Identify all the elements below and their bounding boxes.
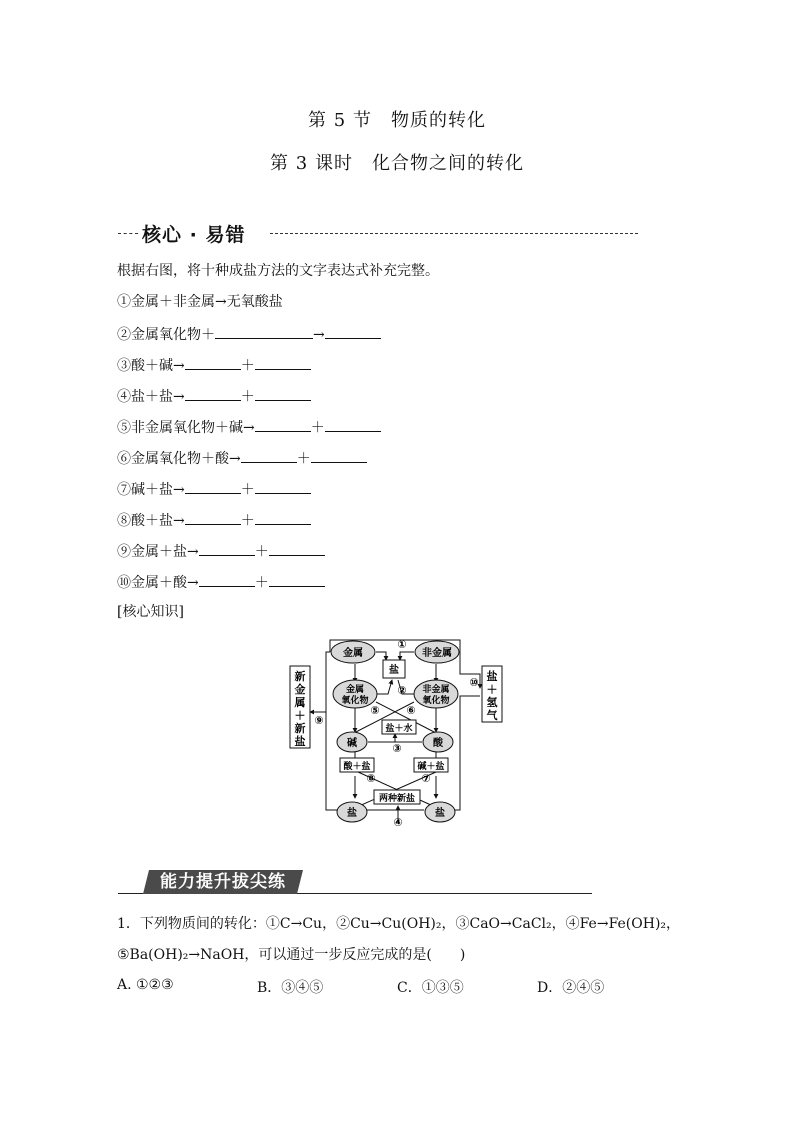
item-6-mid: ＋ [296, 451, 311, 467]
item-9-mid: ＋ [254, 544, 269, 560]
item-3-blank-2[interactable] [255, 355, 311, 370]
item-8-mid: ＋ [240, 513, 255, 529]
item-5-mid: ＋ [310, 420, 325, 436]
item-10-blank-1[interactable] [199, 572, 255, 587]
item-1: ①金属＋非金属→无氧酸盐 [117, 294, 283, 310]
item-7-blank-2[interactable] [255, 479, 311, 494]
item-6 [117, 448, 367, 468]
num-9: ⑨ [314, 714, 324, 727]
item-10-prefix: ⑩金属＋酸→ [117, 575, 199, 591]
item-7 [117, 479, 311, 499]
item-10-mid: ＋ [254, 575, 269, 591]
item-5-prefix: ⑤非金属氧化物＋碱→ [117, 420, 255, 436]
item-8-prefix: ⑧酸＋盐→ [117, 513, 185, 529]
metal-oxide-label-1: 金属 [345, 685, 365, 695]
num-6: ⑥ [406, 704, 416, 717]
item-3-prefix: ③酸＋碱→ [117, 358, 185, 374]
item-2-mid: → [313, 327, 325, 343]
item-3-blank-1[interactable] [185, 355, 241, 370]
practice-section-header [118, 870, 592, 896]
option-b[interactable]: B．③④⑤ [257, 980, 324, 996]
two-salts-label: 两种新盐 [378, 794, 416, 804]
right-box-1: 盐 [486, 670, 498, 683]
item-4-prefix: ④盐＋盐→ [117, 389, 185, 405]
num-2: ② [397, 684, 407, 697]
item-2 [117, 324, 381, 344]
base-salt-label: 碱＋盐 [417, 762, 445, 772]
left-box-1: 新 [294, 670, 306, 683]
left-box-2: 金 [294, 683, 306, 696]
core-intro: 根据右图，将十种成盐方法的文字表达式补充完整。 [117, 263, 439, 279]
option-a[interactable]: A. ①②③ [117, 977, 174, 993]
practice-heading: 能力提升拔尖练 [160, 872, 286, 892]
item-2-blank-2[interactable] [325, 324, 381, 339]
nonmetal-oxide-label-2: 氧化物 [422, 696, 450, 706]
base-label: 碱 [347, 738, 357, 749]
core-heading: 核心 · 易错 [142, 224, 246, 246]
num-5: ⑤ [370, 704, 380, 717]
dashed-rule-left [118, 233, 138, 234]
salt-water-label: 盐＋水 [385, 724, 413, 734]
metal-oxide-label-2: 氧化物 [341, 696, 369, 706]
acid-label: 酸 [433, 738, 443, 749]
dashed-rule-right [270, 233, 638, 234]
num-3: ③ [392, 742, 402, 755]
item-5 [117, 417, 381, 437]
item-8 [117, 510, 311, 530]
item-5-blank-1[interactable] [255, 417, 311, 432]
item-4 [117, 386, 311, 406]
item-2-prefix: ②金属氧化物＋ [117, 327, 215, 343]
nonmetal-label: 非金属 [422, 648, 452, 659]
item-9 [117, 541, 325, 561]
core-knowledge-label: [核心知识] [117, 604, 184, 620]
item-9-prefix: ⑨金属＋盐→ [117, 544, 199, 560]
num-4: ④ [393, 816, 403, 828]
salt-left-label: 盐 [347, 808, 357, 819]
nonmetal-oxide-label-1: 非金属 [422, 685, 450, 695]
left-box-4: ＋ [294, 709, 306, 722]
num-10: ⑩ [469, 676, 479, 689]
num-7: ⑦ [421, 772, 431, 785]
option-c[interactable]: C．①③⑤ [397, 980, 464, 996]
item-6-blank-2[interactable] [311, 448, 367, 463]
box-salt-hydrogen [482, 666, 502, 722]
question-1-line-2: ⑤Ba(OH)₂→NaOH，可以通过一步反应完成的是( ) [117, 947, 466, 963]
right-box-2: ＋ [486, 683, 498, 696]
left-box-5: 新 [294, 722, 306, 735]
box-new-metal-salt [290, 666, 310, 748]
conversion-diagram [286, 632, 508, 828]
item-7-blank-1[interactable] [185, 479, 241, 494]
left-box-6: 盐 [294, 735, 306, 748]
item-8-blank-1[interactable] [185, 510, 241, 525]
item-7-mid: ＋ [240, 482, 255, 498]
item-4-mid: ＋ [240, 389, 255, 405]
item-7-prefix: ⑦碱＋盐→ [117, 482, 185, 498]
right-box-3: 氢 [486, 696, 498, 709]
salt-right-label: 盐 [435, 808, 445, 819]
item-9-blank-1[interactable] [199, 541, 255, 556]
lesson-title: 第 3 课时 化合物之间的转化 [270, 153, 524, 174]
item-6-prefix: ⑥金属氧化物＋酸→ [117, 451, 241, 467]
item-4-blank-1[interactable] [185, 386, 241, 401]
item-8-blank-2[interactable] [255, 510, 311, 525]
salt-top-label: 盐 [389, 665, 399, 676]
num-1: ① [397, 638, 407, 651]
core-section-header [118, 218, 638, 248]
item-3 [117, 355, 311, 375]
item-10-blank-2[interactable] [269, 572, 325, 587]
acid-salt-label: 酸＋盐 [343, 762, 371, 772]
question-1-line-1: 1．下列物质间的转化：①C→Cu，②Cu→Cu(OH)₂，③CaO→CaCl₂，④Fe→Fe(OH)₂， [117, 916, 681, 932]
item-10 [117, 572, 325, 592]
num-8: ⑧ [366, 772, 376, 785]
right-box-4: 气 [486, 709, 498, 722]
item-5-blank-2[interactable] [325, 417, 381, 432]
item-3-mid: ＋ [240, 358, 255, 374]
item-2-blank-1[interactable] [215, 324, 313, 339]
item-9-blank-2[interactable] [269, 541, 325, 556]
section-title: 第 5 节 物质的转化 [308, 110, 486, 131]
practice-heading-tag [143, 870, 303, 894]
metal-label: 金属 [343, 648, 363, 659]
left-box-3: 属 [294, 696, 306, 709]
item-4-blank-2[interactable] [255, 386, 311, 401]
item-6-blank-1[interactable] [241, 448, 297, 463]
option-d[interactable]: D．②④⑤ [537, 980, 605, 996]
